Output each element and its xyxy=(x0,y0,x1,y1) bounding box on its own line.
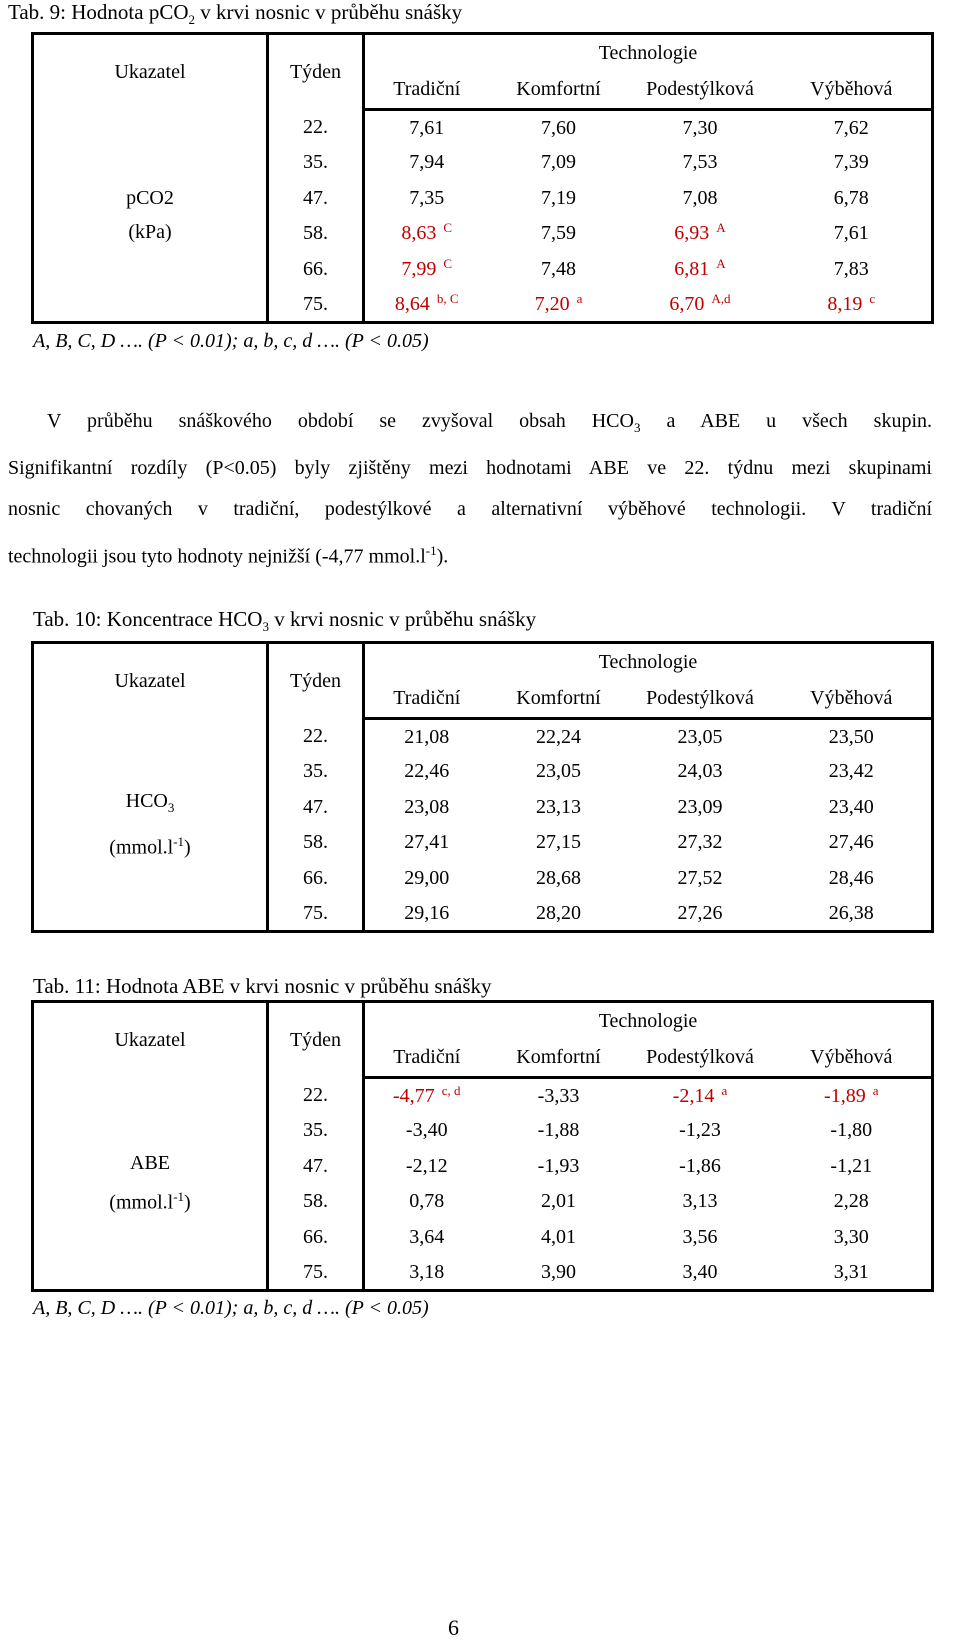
value-text: 23,50 xyxy=(828,725,874,748)
week-cell: 58. xyxy=(268,216,364,252)
value-text: 7,48 xyxy=(541,257,576,280)
indicator-name-text: ABE xyxy=(130,1152,170,1175)
value-text: 23,05 xyxy=(677,725,723,748)
value-text: 6,70 xyxy=(669,292,705,315)
value-cell xyxy=(489,1078,629,1114)
value-text: 7,35 xyxy=(409,186,445,209)
value-cell xyxy=(489,145,629,181)
header-col-vybehova: Výběhová xyxy=(772,681,933,719)
week-cell: 35. xyxy=(268,1113,364,1149)
paragraph-line-1-text: V průběhu snáškového období se zvyšoval obsah HCO xyxy=(47,410,634,432)
value-cell xyxy=(364,1113,489,1149)
value-text: 27,41 xyxy=(404,831,450,854)
tab11-significance-note: A, B, C, D …. (P < 0.01); a, b, c, d …. (P < 0.05) xyxy=(33,1297,429,1319)
value-text: 26,38 xyxy=(828,901,874,924)
indicator-unit-end: ) xyxy=(184,1192,191,1215)
paragraph-line-4-end: ). xyxy=(436,545,449,568)
value-cell xyxy=(364,754,489,790)
value-text: 8,63 xyxy=(401,222,437,245)
value-text: 29,00 xyxy=(404,866,450,889)
value-text: 29,16 xyxy=(404,901,450,924)
header-col-komfortni: Komfortní xyxy=(489,681,629,719)
value-cell xyxy=(629,110,772,146)
value-cell xyxy=(629,252,772,288)
value-text: -1,86 xyxy=(679,1154,721,1177)
value-cell xyxy=(629,825,772,861)
value-text: 7,09 xyxy=(541,151,576,174)
indicator-name-text: HCO xyxy=(125,789,168,812)
value-text: 28,68 xyxy=(536,866,581,889)
value-text: 3,18 xyxy=(409,1260,445,1283)
paragraph-line-4 xyxy=(8,530,932,578)
indicator-cell xyxy=(33,110,268,323)
header-indicator: Ukazatel xyxy=(33,1002,268,1078)
tab10-caption-text: Tab. 10: Koncentrace HCO xyxy=(33,607,263,631)
value-text: 7,20 xyxy=(534,292,570,315)
value-cell xyxy=(364,110,489,146)
value-cell xyxy=(364,287,489,323)
value-text: 6,81 xyxy=(674,257,710,280)
significance-mark: a xyxy=(872,1082,879,1098)
value-text: 23,40 xyxy=(828,795,874,818)
value-text: 3,30 xyxy=(833,1225,869,1248)
value-cell xyxy=(629,1113,772,1149)
header-technology: Technologie xyxy=(598,650,698,673)
value-cell xyxy=(364,181,489,217)
value-text: 6,78 xyxy=(833,186,869,209)
week-cell: 75. xyxy=(268,1255,364,1291)
paragraph-line-1 xyxy=(8,401,932,448)
significance-mark: A xyxy=(716,220,726,236)
paragraph-line-3: nosnic chovaných v tradiční, podestýlkové a alternativní výběhové technologii. V tradiční xyxy=(8,498,932,520)
value-cell xyxy=(629,719,772,755)
indicator-cell xyxy=(33,1078,268,1291)
value-cell xyxy=(489,110,629,146)
value-cell xyxy=(364,145,489,181)
tab10-caption-text-end: v krvi nosnic v průběhu snášky xyxy=(268,607,537,631)
value-cell xyxy=(629,754,772,790)
indicator-unit-sup: -1 xyxy=(173,1189,185,1205)
value-text: -4,77 xyxy=(393,1084,435,1107)
value-text: 23,09 xyxy=(677,795,723,818)
value-cell xyxy=(364,216,489,252)
indicator-name xyxy=(34,1146,266,1180)
paragraph-line-4-sup: -1 xyxy=(425,543,437,558)
value-cell xyxy=(489,896,629,932)
value-cell xyxy=(772,252,933,288)
value-text: 3,40 xyxy=(682,1260,718,1283)
indicator-name xyxy=(34,784,266,825)
indicator-name-text: pCO2 xyxy=(126,187,174,210)
week-cell: 58. xyxy=(268,1184,364,1220)
value-cell xyxy=(772,287,933,323)
week-cell: 66. xyxy=(268,1220,364,1256)
value-cell xyxy=(772,1149,933,1185)
value-cell xyxy=(364,1255,489,1291)
value-cell xyxy=(772,145,933,181)
value-cell xyxy=(629,1184,772,1220)
week-cell: 22. xyxy=(268,110,364,146)
indicator-unit xyxy=(34,215,266,249)
value-cell xyxy=(364,861,489,897)
header-col-komfortni: Komfortní xyxy=(489,72,629,110)
indicator-unit-end: ) xyxy=(184,836,191,859)
value-text: 24,03 xyxy=(677,760,723,783)
value-cell xyxy=(772,1113,933,1149)
value-cell xyxy=(489,790,629,826)
value-text: 27,26 xyxy=(677,901,723,924)
tab10-caption-sub: 3 xyxy=(262,619,269,635)
header-col-tradicni: Tradiční xyxy=(364,1040,489,1078)
indicator-unit xyxy=(34,825,266,865)
value-cell xyxy=(364,896,489,932)
week-cell: 35. xyxy=(268,754,364,790)
value-cell xyxy=(364,1220,489,1256)
value-text: 7,08 xyxy=(682,186,718,209)
header-technology: Technologie xyxy=(598,1009,698,1032)
tab9-caption-sub: 2 xyxy=(188,12,196,28)
value-text: 8,64 xyxy=(394,292,430,315)
header-col-tradicni: Tradiční xyxy=(364,72,489,110)
header-col-podestylkova: Podestýlková xyxy=(629,72,772,110)
value-text: -1,89 xyxy=(824,1084,866,1107)
paragraph-line-4-text: technologii jsou tyto hodnoty nejnižší (-4,77 mmol.l xyxy=(8,545,426,568)
header-col-komfortni: Komfortní xyxy=(489,1040,629,1078)
tab9-significance-note: A, B, C, D …. (P < 0.01); a, b, c, d …. (P < 0.05) xyxy=(33,330,429,352)
week-cell: 47. xyxy=(268,181,364,217)
value-text: 7,61 xyxy=(833,222,869,245)
value-cell xyxy=(772,790,933,826)
significance-mark: c, d xyxy=(441,1082,461,1098)
value-cell xyxy=(772,861,933,897)
value-text: 23,05 xyxy=(536,760,581,783)
value-text: 7,99 xyxy=(401,257,437,280)
week-cell: 75. xyxy=(268,896,364,932)
value-text: -2,12 xyxy=(405,1154,448,1177)
value-text: -3,40 xyxy=(405,1119,448,1142)
body-paragraph xyxy=(8,401,932,578)
table-row xyxy=(33,110,933,146)
value-text: 3,90 xyxy=(541,1260,576,1283)
header-week: Týden xyxy=(268,34,364,110)
header-col-tradicni: Tradiční xyxy=(364,681,489,719)
indicator-unit xyxy=(34,1180,266,1220)
value-text: 4,01 xyxy=(541,1225,576,1248)
header-indicator: Ukazatel xyxy=(33,643,268,719)
week-cell: 35. xyxy=(268,145,364,181)
significance-mark: A,d xyxy=(711,290,731,306)
value-text: 7,94 xyxy=(409,151,445,174)
significance-mark: b, C xyxy=(436,290,459,306)
paragraph-line-2: Signifikantní rozdíly (P<0.05) byly zjištěny mezi hodnotami ABE ve 22. týdnu mezi skupinami xyxy=(8,457,932,479)
value-cell xyxy=(364,790,489,826)
value-text: 27,15 xyxy=(536,831,581,854)
value-text: 7,83 xyxy=(833,257,869,280)
value-cell xyxy=(629,181,772,217)
value-text: 27,32 xyxy=(677,831,723,854)
value-cell xyxy=(629,1149,772,1185)
value-text: 7,61 xyxy=(409,116,445,139)
value-text: 2,28 xyxy=(833,1190,869,1213)
value-text: 0,78 xyxy=(409,1190,445,1213)
value-cell xyxy=(629,790,772,826)
week-cell: 22. xyxy=(268,1078,364,1114)
value-cell xyxy=(772,1255,933,1291)
value-text: 7,30 xyxy=(682,116,718,139)
indicator-unit-text: (kPa) xyxy=(128,221,172,244)
significance-mark: C xyxy=(443,220,453,236)
significance-mark: a xyxy=(721,1082,728,1098)
page-number: 6 xyxy=(448,1615,459,1640)
value-text: 22,46 xyxy=(404,760,450,783)
value-cell xyxy=(772,110,933,146)
value-cell xyxy=(629,216,772,252)
value-text: 3,31 xyxy=(833,1260,869,1283)
value-cell xyxy=(772,825,933,861)
value-cell xyxy=(629,1220,772,1256)
value-text: -1,93 xyxy=(537,1154,580,1177)
value-text: 23,08 xyxy=(404,795,450,818)
significance-mark: C xyxy=(443,255,453,271)
tab11-table xyxy=(31,1000,934,1292)
value-cell xyxy=(772,719,933,755)
value-cell xyxy=(489,1255,629,1291)
value-text: 7,39 xyxy=(833,151,869,174)
significance-mark: c xyxy=(869,290,876,306)
value-cell xyxy=(629,896,772,932)
value-cell xyxy=(489,1184,629,1220)
value-text: -1,23 xyxy=(679,1119,721,1142)
indicator-unit-sup: -1 xyxy=(173,833,185,849)
significance-mark: a xyxy=(576,290,583,306)
week-cell: 47. xyxy=(268,790,364,826)
value-cell xyxy=(489,216,629,252)
table-row xyxy=(33,1078,933,1114)
value-cell xyxy=(772,1220,933,1256)
table-row xyxy=(33,719,933,755)
value-text: 7,59 xyxy=(541,222,576,245)
value-cell xyxy=(489,252,629,288)
value-text: 7,62 xyxy=(833,116,869,139)
value-cell xyxy=(489,287,629,323)
value-cell xyxy=(489,719,629,755)
header-technology: Technologie xyxy=(598,41,698,64)
header-indicator: Ukazatel xyxy=(33,34,268,110)
value-text: 2,01 xyxy=(541,1190,576,1213)
value-text: 23,42 xyxy=(828,760,874,783)
value-text: -1,21 xyxy=(830,1154,873,1177)
tab10-table xyxy=(31,641,934,933)
value-cell xyxy=(629,1255,772,1291)
value-text: 3,64 xyxy=(409,1225,445,1248)
indicator-unit-text: (mmol.l xyxy=(109,1192,174,1215)
header-week: Týden xyxy=(268,1002,364,1078)
value-cell xyxy=(772,181,933,217)
value-text: 8,19 xyxy=(827,292,863,315)
paragraph-line-1-end: a ABE u všech skupin. xyxy=(640,410,932,432)
week-cell: 22. xyxy=(268,719,364,755)
value-cell xyxy=(489,181,629,217)
value-cell xyxy=(489,1149,629,1185)
week-cell: 75. xyxy=(268,287,364,323)
value-text: 28,20 xyxy=(536,901,581,924)
tab9-caption-text-end: v krvi nosnic v průběhu snášky xyxy=(195,0,463,24)
value-cell xyxy=(364,252,489,288)
week-cell: 58. xyxy=(268,825,364,861)
tab10-caption xyxy=(33,607,536,635)
value-cell xyxy=(364,1184,489,1220)
header-col-vybehova: Výběhová xyxy=(772,72,933,110)
value-cell xyxy=(364,1078,489,1114)
value-text: 28,46 xyxy=(828,866,874,889)
header-col-podestylkova: Podestýlková xyxy=(629,681,772,719)
header-week: Týden xyxy=(268,643,364,719)
value-text: 3,56 xyxy=(682,1225,718,1248)
value-text: 7,53 xyxy=(682,151,718,174)
indicator-name xyxy=(34,181,266,215)
tab9-caption-text: Tab. 9: Hodnota pCO xyxy=(8,0,189,24)
value-text: -3,33 xyxy=(537,1084,580,1107)
value-cell xyxy=(364,719,489,755)
value-text: 23,13 xyxy=(536,795,581,818)
header-col-vybehova: Výběhová xyxy=(772,1040,933,1078)
paragraph-line-1-sub: 3 xyxy=(633,420,641,435)
value-cell xyxy=(629,861,772,897)
tab9-caption xyxy=(8,0,462,28)
value-cell xyxy=(629,1078,772,1114)
significance-mark: A xyxy=(716,255,726,271)
header-col-podestylkova: Podestýlková xyxy=(629,1040,772,1078)
value-cell xyxy=(629,287,772,323)
value-text: 27,46 xyxy=(828,831,874,854)
value-cell xyxy=(364,1149,489,1185)
week-cell: 66. xyxy=(268,252,364,288)
value-text: -1,80 xyxy=(830,1119,873,1142)
value-cell xyxy=(489,754,629,790)
value-text: -1,88 xyxy=(537,1119,580,1142)
value-cell xyxy=(772,1078,933,1114)
value-cell xyxy=(364,825,489,861)
tab11-caption: Tab. 11: Hodnota ABE v krvi nosnic v průběhu snášky xyxy=(33,974,492,998)
week-cell: 47. xyxy=(268,1149,364,1185)
value-text: 27,52 xyxy=(677,866,723,889)
tab9-table xyxy=(31,32,934,324)
value-cell xyxy=(772,216,933,252)
value-cell xyxy=(772,1184,933,1220)
value-text: 22,24 xyxy=(536,725,581,748)
value-text: 6,93 xyxy=(674,222,710,245)
value-text: 7,19 xyxy=(541,186,576,209)
value-cell xyxy=(629,145,772,181)
value-cell xyxy=(489,1113,629,1149)
value-text: 21,08 xyxy=(404,725,450,748)
week-cell: 66. xyxy=(268,861,364,897)
value-text: -2,14 xyxy=(672,1084,715,1107)
indicator-unit-text: (mmol.l xyxy=(109,836,174,859)
value-text: 7,60 xyxy=(541,116,576,139)
value-cell xyxy=(489,1220,629,1256)
value-cell xyxy=(772,896,933,932)
value-text: 3,13 xyxy=(682,1190,718,1213)
value-cell xyxy=(489,825,629,861)
value-cell xyxy=(772,754,933,790)
indicator-cell xyxy=(33,719,268,932)
indicator-name-sub: 3 xyxy=(167,799,175,815)
value-cell xyxy=(489,861,629,897)
